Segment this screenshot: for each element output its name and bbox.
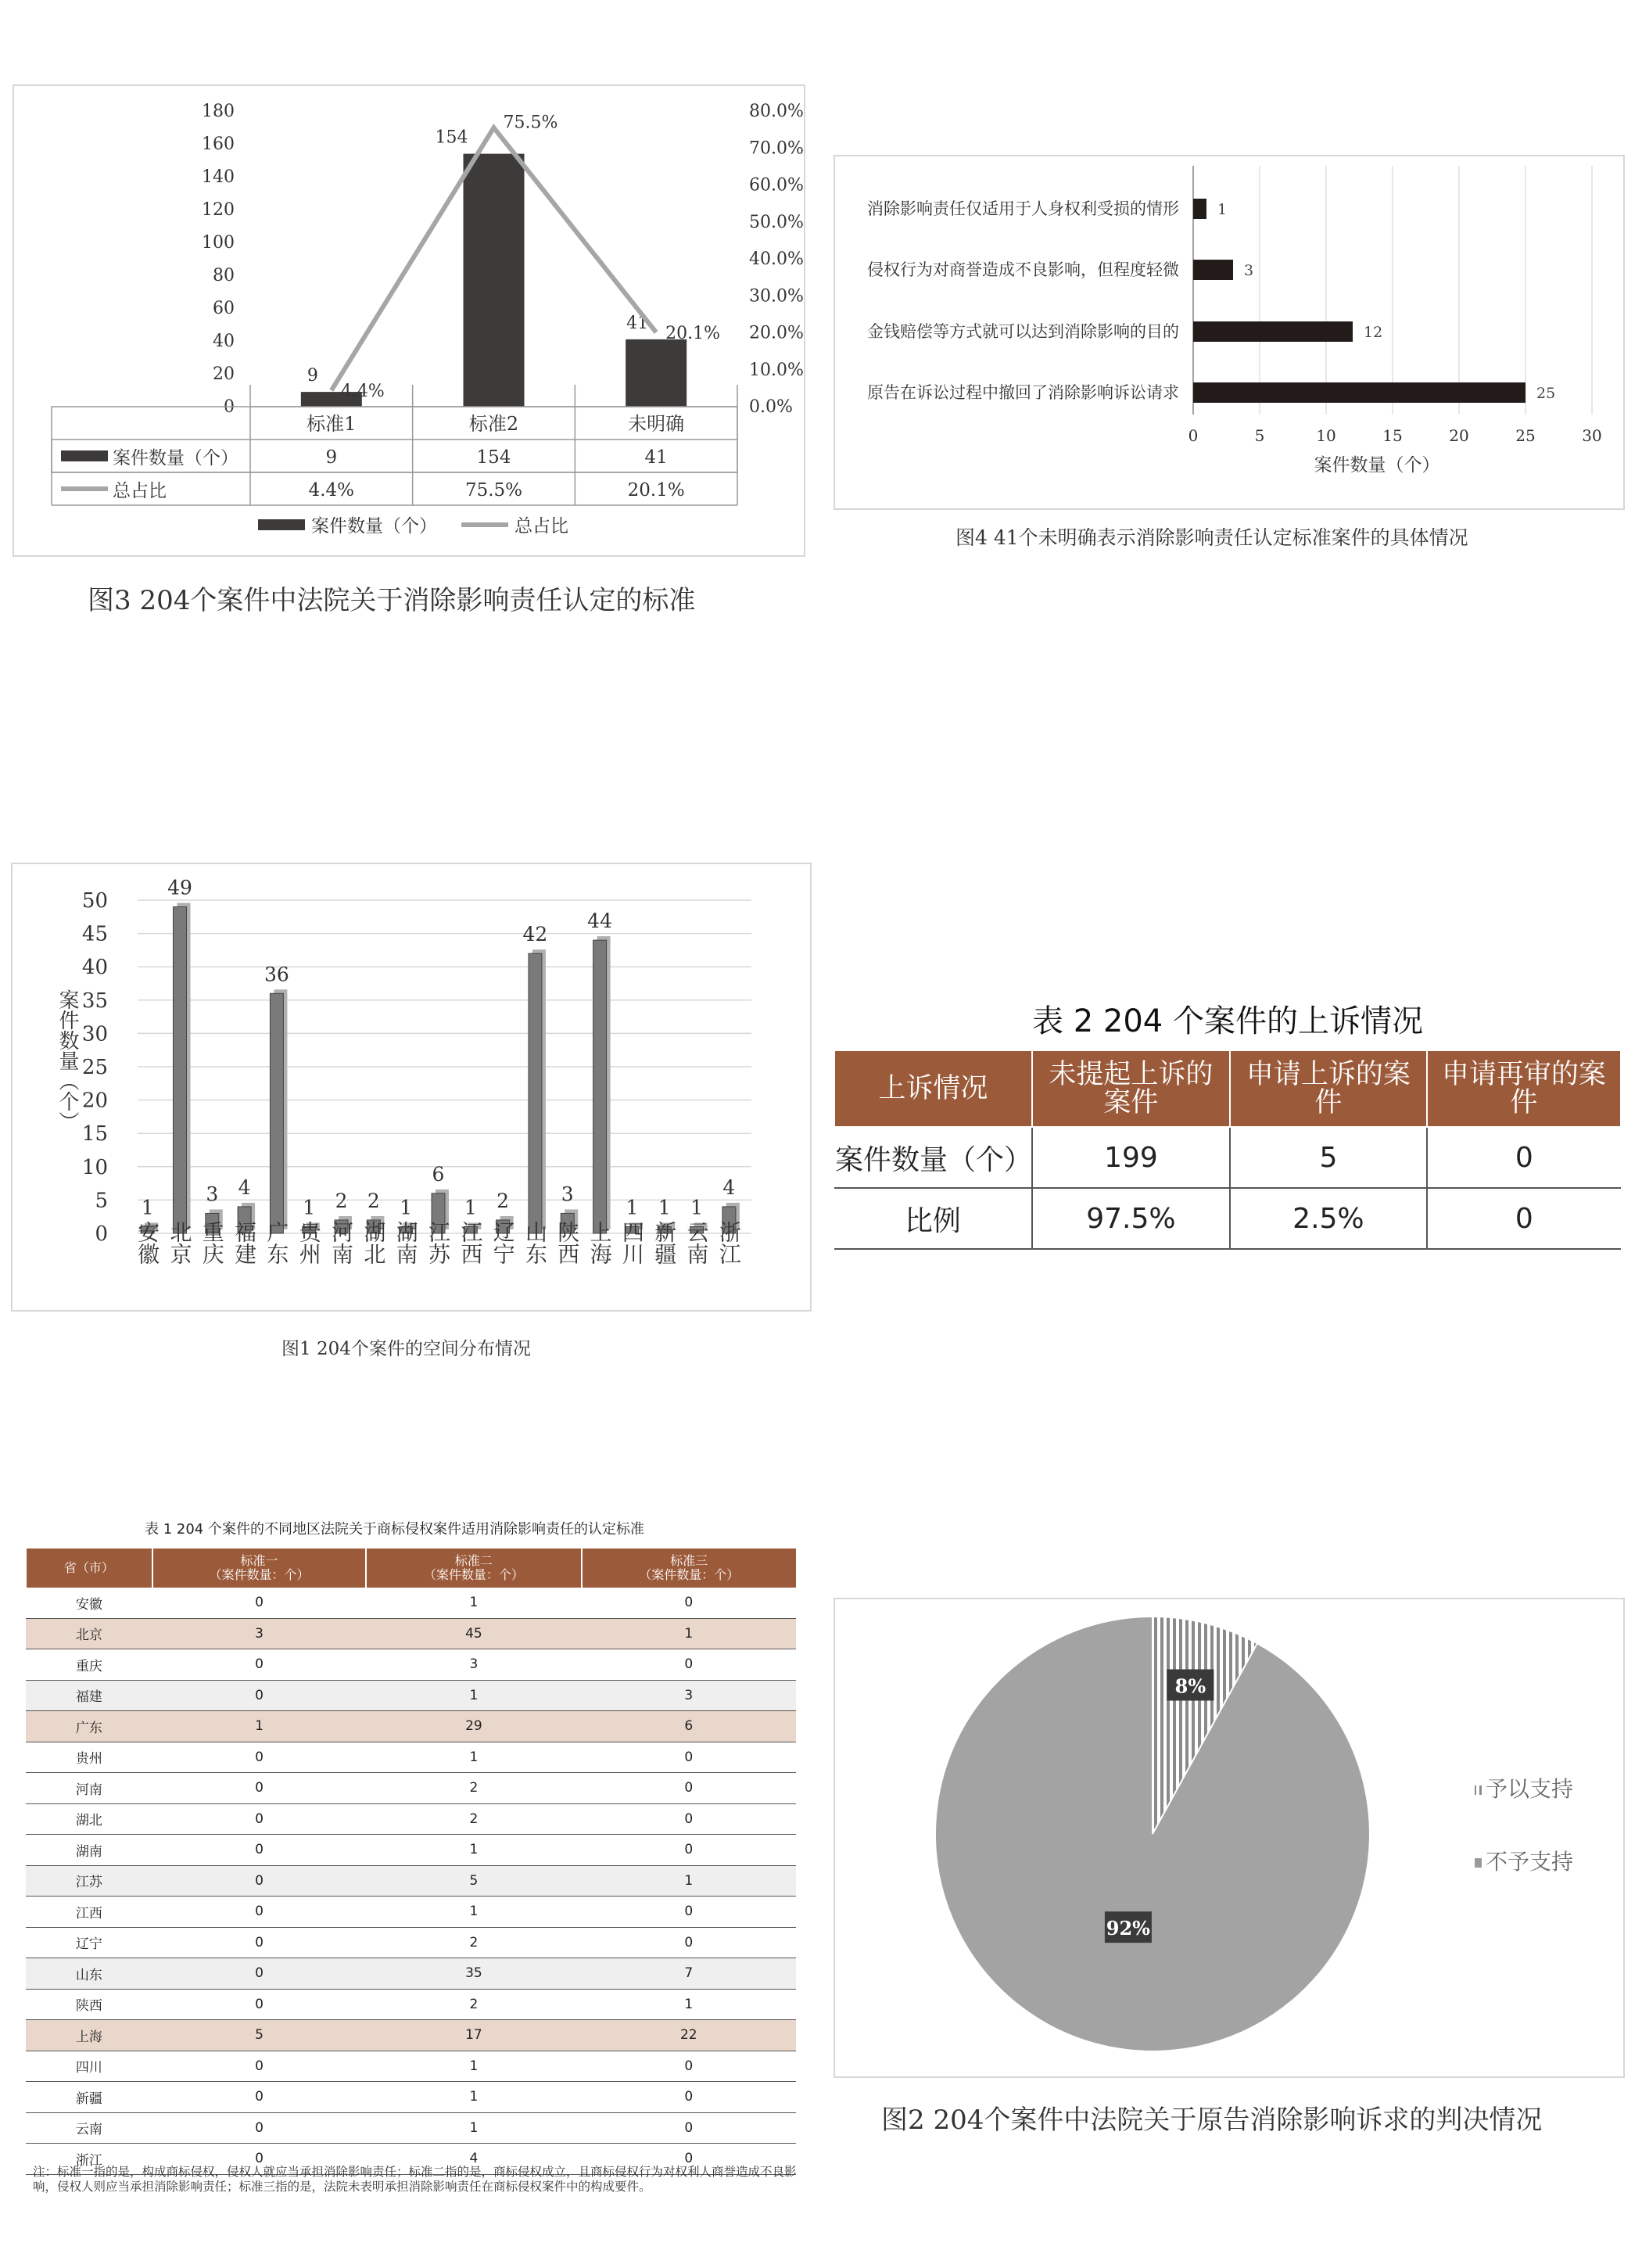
table1-cell: 河南 [26, 1773, 152, 1804]
fig3-line-label: 4.4% [340, 382, 385, 402]
table1-cell: 1 [582, 1618, 796, 1649]
table1-cell: 湖南 [26, 1835, 152, 1866]
fig3-chart [14, 86, 804, 555]
fig3-y2-tick: 40.0% [749, 249, 804, 269]
fig1-chart [13, 864, 810, 1310]
fig4-y-tick: 侵权行为对商誉造成不良影响，但程度轻微 [867, 260, 1179, 279]
fig3-y2-tick: 70.0% [749, 138, 804, 159]
table2-row [834, 1127, 1621, 1188]
table1-cell: 0 [152, 1588, 366, 1618]
table1-cell: 安徽 [26, 1588, 152, 1618]
table2-cell: 0 [1427, 1127, 1621, 1188]
table1-cell: 0 [582, 1897, 796, 1928]
fig3-table-series-name: 总占比 [113, 481, 167, 501]
table1-cell: 0 [152, 1803, 366, 1835]
table1-cell: 0 [152, 1989, 366, 2020]
fig1-y-tick: 20 [81, 1089, 108, 1113]
fig3-y-tick: 80 [213, 266, 235, 285]
fig4-bar-label: 3 [1244, 262, 1254, 279]
table1-cell: 0 [152, 1927, 366, 1958]
fig4-x-tick: 0 [1188, 426, 1199, 445]
table1-cell: 0 [582, 1649, 796, 1681]
fig3-y2-tick: 0.0% [749, 397, 793, 417]
fig3-y-tick: 140 [202, 167, 235, 187]
table1-cell: 3 [152, 1618, 366, 1649]
fig4-y-tick: 金钱赔偿等方式就可以达到消除影响的目的 [867, 322, 1179, 341]
table1-row [26, 1989, 796, 2020]
table1-row [26, 2051, 796, 2082]
table1-cell: 重庆 [26, 1649, 152, 1681]
fig1-bar-label: 42 [522, 923, 548, 946]
fig1-x-tick: 贵州 [296, 1221, 322, 1265]
fig3-frame [13, 84, 805, 557]
table1-cell: 1 [366, 2082, 581, 2113]
fig3-y-tick: 40 [213, 332, 235, 351]
table1-cell: 0 [152, 1865, 366, 1897]
table1-row [26, 1588, 796, 1618]
fig4-frame [834, 155, 1625, 510]
table1-row [26, 1803, 796, 1835]
table2-cell: 2.5% [1230, 1188, 1427, 1249]
fig3-table-series-name: 案件数量（个） [113, 448, 238, 468]
table1-cell: 1 [366, 2051, 581, 2082]
fig3-x-tick: 未明确 [628, 413, 685, 435]
fig3-x-tick: 标准2 [468, 413, 519, 435]
fig4-x-label: 案件数量（个） [1314, 455, 1440, 475]
table1-cell: 0 [152, 2144, 366, 2175]
fig1-bar [270, 993, 283, 1233]
fig1-y-label: 案件数量（个） [56, 989, 79, 1132]
table1-cell: 1 [582, 1865, 796, 1897]
table1-cell: 0 [152, 1773, 366, 1804]
table1-row [26, 1958, 796, 1990]
table1-cell: 2 [366, 1803, 581, 1835]
fig1-frame [11, 863, 812, 1312]
table1-cell: 0 [582, 2051, 796, 2082]
table1-cell: 3 [366, 1649, 581, 1681]
fig1-bar-label: 6 [432, 1162, 445, 1186]
fig3-y-tick: 120 [202, 200, 235, 220]
table1-cell: 3 [582, 1680, 796, 1711]
table1-row [26, 2082, 796, 2113]
fig1-x-tick: 辽宁 [489, 1221, 516, 1265]
fig1-bar-label: 1 [141, 1196, 154, 1219]
table1-cell: 22 [582, 2020, 796, 2051]
table1-row [26, 1680, 796, 1711]
table2 [834, 1050, 1622, 1250]
table1-cell: 湖北 [26, 1803, 152, 1835]
table1-cell: 5 [152, 2020, 366, 2051]
table1-title: 表 1 204 个案件的不同地区法院关于商标侵权案件适用消除影响责任的认定标准 [145, 1521, 644, 1538]
fig3-table-cell: 20.1% [627, 480, 685, 501]
fig3-bar-label: 41 [626, 313, 649, 333]
table1-header-cell: 标准二 （案件数量：个） [366, 1548, 581, 1588]
fig1-bar-label: 36 [264, 963, 289, 986]
fig1-x-tick: 重庆 [199, 1221, 225, 1265]
table2-cell: 案件数量（个） [834, 1127, 1032, 1188]
table2-title: 表 2 204 个案件的上诉情况 [1032, 1003, 1423, 1039]
table1-cell: 云南 [26, 2112, 152, 2144]
fig3-y-tick: 60 [213, 299, 235, 318]
fig2-legend-swatch [1475, 1785, 1482, 1795]
fig1-x-tick: 浙江 [715, 1221, 742, 1265]
table1-cell: 四川 [26, 2051, 152, 2082]
fig3-caption: 图3 204个案件中法院关于消除影响责任认定的标准 [88, 585, 696, 616]
fig2-legend-label: 不予支持 [1486, 1849, 1574, 1875]
table2-cell: 比例 [834, 1188, 1032, 1249]
fig3-y-tick: 160 [202, 135, 235, 154]
fig1-bar-label: 2 [367, 1189, 380, 1212]
table1-cell: 0 [152, 1649, 366, 1681]
fig3-bar-label: 154 [435, 127, 468, 148]
table1-cell: 0 [582, 2082, 796, 2113]
fig3-legend-swatch-bar [258, 519, 305, 530]
fig1-bar-label: 1 [400, 1196, 413, 1219]
fig3-bar [464, 154, 525, 407]
table1-row [26, 1835, 796, 1866]
fig1-x-tick: 江西 [457, 1221, 484, 1265]
fig1-x-tick: 山东 [522, 1221, 548, 1265]
fig1-y-tick: 40 [81, 956, 108, 980]
fig1-x-tick: 云南 [683, 1221, 710, 1265]
fig3-legend-label: 总占比 [514, 516, 568, 536]
table2-cell: 0 [1427, 1188, 1621, 1249]
fig1-bar-label: 49 [167, 876, 192, 899]
fig1-bar-label: 2 [497, 1189, 510, 1212]
table1-cell: 0 [152, 2112, 366, 2144]
fig1-x-tick: 北京 [167, 1221, 193, 1265]
table1-cell: 0 [152, 1958, 366, 1990]
fig1-y-tick: 5 [95, 1189, 108, 1213]
fig1-x-tick: 四川 [618, 1221, 645, 1265]
table1-cell: 1 [366, 1680, 581, 1711]
table1-cell: 北京 [26, 1618, 152, 1649]
fig1-x-tick: 湖南 [393, 1221, 419, 1265]
fig1-bar-label: 1 [464, 1196, 477, 1219]
table1-cell: 辽宁 [26, 1927, 152, 1958]
table1-note: 注：标准一指的是，构成商标侵权，侵权人就应当承担消除影响责任；标准二指的是，商标侵权成立，且商标侵权行为对权利人商誉造成不良影响，侵权人则应当承担消除影响责任；标准三指的是，法院未表明承担消除影响责任在商标侵权案件中的构成要件。 [33, 2165, 797, 2194]
table1-cell: 0 [152, 1742, 366, 1773]
table1-row [26, 2020, 796, 2051]
fig1-x-tick: 河南 [328, 1221, 355, 1265]
table2-cell: 199 [1032, 1127, 1230, 1188]
fig3-y2-tick: 30.0% [749, 286, 804, 307]
fig1-y-tick: 0 [95, 1222, 108, 1246]
fig4-x-tick: 5 [1254, 426, 1265, 445]
fig3-table-key-bar [61, 450, 108, 461]
fig4-x-tick: 15 [1382, 426, 1403, 445]
table1-cell: 上海 [26, 2020, 152, 2051]
fig4-bar-label: 12 [1364, 324, 1383, 341]
fig4-bar [1193, 199, 1206, 219]
table1-row [26, 1897, 796, 1928]
table1-row [26, 1865, 796, 1897]
fig1-x-tick: 上海 [586, 1221, 613, 1265]
fig3-y-tick: 20 [213, 364, 235, 384]
table1-cell: 广东 [26, 1711, 152, 1742]
fig4-bar [1193, 260, 1233, 280]
fig4-bar-label: 1 [1217, 201, 1228, 218]
fig3-y2-tick: 80.0% [749, 102, 804, 121]
fig4-y-tick: 原告在诉讼过程中撤回了消除影响诉讼请求 [867, 383, 1179, 402]
table1-cell: 山东 [26, 1958, 152, 1990]
fig3-y-tick: 100 [202, 233, 235, 253]
fig4-caption: 图4 41个未明确表示消除影响责任认定标准案件的具体情况 [955, 526, 1468, 549]
fig2-caption: 图2 204个案件中法院关于原告消除影响诉求的判决情况 [881, 2105, 1543, 2136]
fig1-bar-label: 1 [626, 1196, 639, 1219]
table1-cell: 1 [366, 1835, 581, 1866]
table1-cell: 1 [582, 1989, 796, 2020]
table1-cell: 29 [366, 1711, 581, 1742]
fig3-table-cell: 41 [644, 447, 668, 468]
table1-cell: 1 [152, 1711, 366, 1742]
table1-cell: 2 [366, 1773, 581, 1804]
fig3-line-label: 75.5% [503, 113, 558, 133]
fig1-y-tick: 25 [81, 1056, 108, 1079]
fig4-x-tick: 30 [1582, 426, 1602, 445]
table1-row [26, 1711, 796, 1742]
table1-header-cell: 省（市） [26, 1548, 152, 1588]
fig1-x-tick: 福建 [231, 1221, 258, 1265]
table1-header-cell: 标准一 （案件数量：个） [152, 1548, 366, 1588]
table1-cell: 新疆 [26, 2082, 152, 2113]
fig3-y-tick: 0 [224, 397, 235, 417]
fig3-legend-label: 案件数量（个） [311, 516, 437, 536]
table1-cell: 2 [366, 1989, 581, 2020]
fig3-y-tick: 180 [202, 102, 235, 121]
fig1-y-tick: 50 [81, 889, 108, 913]
fig3-table-cell: 9 [325, 447, 338, 468]
fig1-y-tick: 15 [81, 1122, 108, 1147]
table1-cell: 1 [366, 1588, 581, 1618]
fig2-legend-swatch [1475, 1858, 1482, 1868]
table1-cell: 陕西 [26, 1989, 152, 2020]
fig1-x-tick: 湖北 [360, 1221, 387, 1265]
table1-cell: 0 [582, 1803, 796, 1835]
fig1-caption: 图1 204个案件的空间分布情况 [281, 1339, 531, 1359]
table1-row [26, 1742, 796, 1773]
fig4-x-tick: 25 [1515, 426, 1536, 445]
table1-cell: 江苏 [26, 1865, 152, 1897]
table1-cell: 4 [366, 2144, 581, 2175]
table2-header-cell: 申请再审的案件 [1427, 1050, 1621, 1127]
fig1-bar-label: 1 [303, 1196, 316, 1219]
fig1-bar-label: 4 [722, 1175, 736, 1199]
fig1-bar [529, 953, 542, 1233]
table2-header-cell: 申请上诉的案件 [1230, 1050, 1427, 1127]
fig1-bar-label: 44 [587, 910, 612, 933]
table1-cell: 6 [582, 1711, 796, 1742]
table1-cell: 0 [582, 1927, 796, 1958]
table1-cell: 0 [152, 1835, 366, 1866]
fig1-y-tick: 45 [81, 922, 108, 946]
fig4-x-tick: 20 [1449, 426, 1469, 445]
fig1-bar-label: 3 [561, 1182, 574, 1206]
table1-cell: 0 [582, 1588, 796, 1618]
fig4-y-tick: 消除影响责任仅适用于人身权利受损的情形 [867, 199, 1179, 218]
fig1-bar [173, 907, 186, 1233]
fig1-x-tick: 新疆 [651, 1221, 678, 1265]
table1-cell: 0 [582, 1835, 796, 1866]
fig1-bar [593, 940, 607, 1233]
fig1-x-tick: 陕西 [554, 1221, 581, 1265]
fig1-x-tick: 广东 [264, 1221, 290, 1265]
table1-cell: 江西 [26, 1897, 152, 1928]
table1-header-cell: 标准三 （案件数量：个） [582, 1548, 796, 1588]
fig3-y2-tick: 10.0% [749, 360, 804, 380]
table1-cell: 35 [366, 1958, 581, 1990]
fig4-bar [1193, 382, 1525, 403]
fig4-chart [835, 156, 1623, 508]
table1-row [26, 2112, 796, 2144]
table2-row [834, 1188, 1621, 1249]
table1-cell: 1 [366, 1742, 581, 1773]
fig1-bar-label: 4 [238, 1175, 251, 1199]
table2-header-cell: 上诉情况 [834, 1050, 1032, 1127]
table1-cell: 2 [366, 1927, 581, 1958]
table1-cell: 0 [152, 1897, 366, 1928]
fig3-line-label: 20.1% [665, 324, 721, 344]
fig1-bar-label: 1 [690, 1196, 703, 1219]
fig4-bar [1193, 321, 1353, 342]
fig2-frame [834, 1598, 1625, 2078]
fig1-bar-label: 3 [206, 1182, 219, 1206]
fig4-bar-label: 25 [1536, 385, 1556, 402]
table1-cell: 0 [582, 2112, 796, 2144]
table1-cell: 0 [582, 1773, 796, 1804]
table1-cell: 浙江 [26, 2144, 152, 2175]
table1-cell: 5 [366, 1865, 581, 1897]
fig1-y-tick: 10 [81, 1155, 108, 1179]
table1-row [26, 1927, 796, 1958]
table1-cell: 福建 [26, 1680, 152, 1711]
fig3-table-cell: 75.5% [464, 480, 523, 501]
fig1-x-tick: 安徽 [134, 1221, 161, 1265]
fig3-y2-tick: 50.0% [749, 212, 804, 232]
fig3-y2-tick: 60.0% [749, 175, 804, 196]
fig3-bar [626, 339, 687, 407]
table1-cell: 0 [582, 2144, 796, 2175]
table1-cell: 0 [152, 2082, 366, 2113]
fig2-legend-label: 予以支持 [1486, 1776, 1574, 1802]
table1-cell: 7 [582, 1958, 796, 1990]
fig1-bar-label: 1 [658, 1196, 671, 1219]
fig2-slice-label: 8% [1174, 1674, 1206, 1698]
fig2-chart [835, 1599, 1623, 2076]
table1-cell: 0 [152, 1680, 366, 1711]
table1-row [26, 1618, 796, 1649]
table1-cell: 0 [582, 1742, 796, 1773]
table1 [25, 1548, 796, 2175]
fig3-table-cell: 154 [476, 447, 511, 468]
table1-cell: 1 [366, 2112, 581, 2144]
fig3-y2-tick: 20.0% [749, 323, 804, 343]
table1-cell: 1 [366, 1897, 581, 1928]
fig1-y-tick: 35 [81, 989, 108, 1013]
table2-cell: 97.5% [1032, 1188, 1230, 1249]
table1-row [26, 1649, 796, 1681]
fig1-y-tick: 30 [81, 1022, 108, 1046]
fig2-pie-slice [935, 1617, 1370, 2051]
fig3-bar-label: 9 [307, 366, 318, 386]
fig2-slice-label: 92% [1106, 1917, 1150, 1940]
table1-cell: 45 [366, 1618, 581, 1649]
fig3-table-cell: 4.4% [308, 480, 355, 501]
table1-row [26, 1773, 796, 1804]
fig4-x-tick: 10 [1316, 426, 1336, 445]
table1-cell: 0 [152, 2051, 366, 2082]
fig1-x-tick: 江苏 [425, 1221, 451, 1265]
fig1-bar-label: 2 [335, 1189, 348, 1212]
table2-cell: 5 [1230, 1127, 1427, 1188]
table1-cell: 17 [366, 2020, 581, 2051]
fig3-x-tick: 标准1 [307, 413, 357, 435]
table2-header-cell: 未提起上诉的案件 [1032, 1050, 1230, 1127]
table1-cell: 贵州 [26, 1742, 152, 1773]
